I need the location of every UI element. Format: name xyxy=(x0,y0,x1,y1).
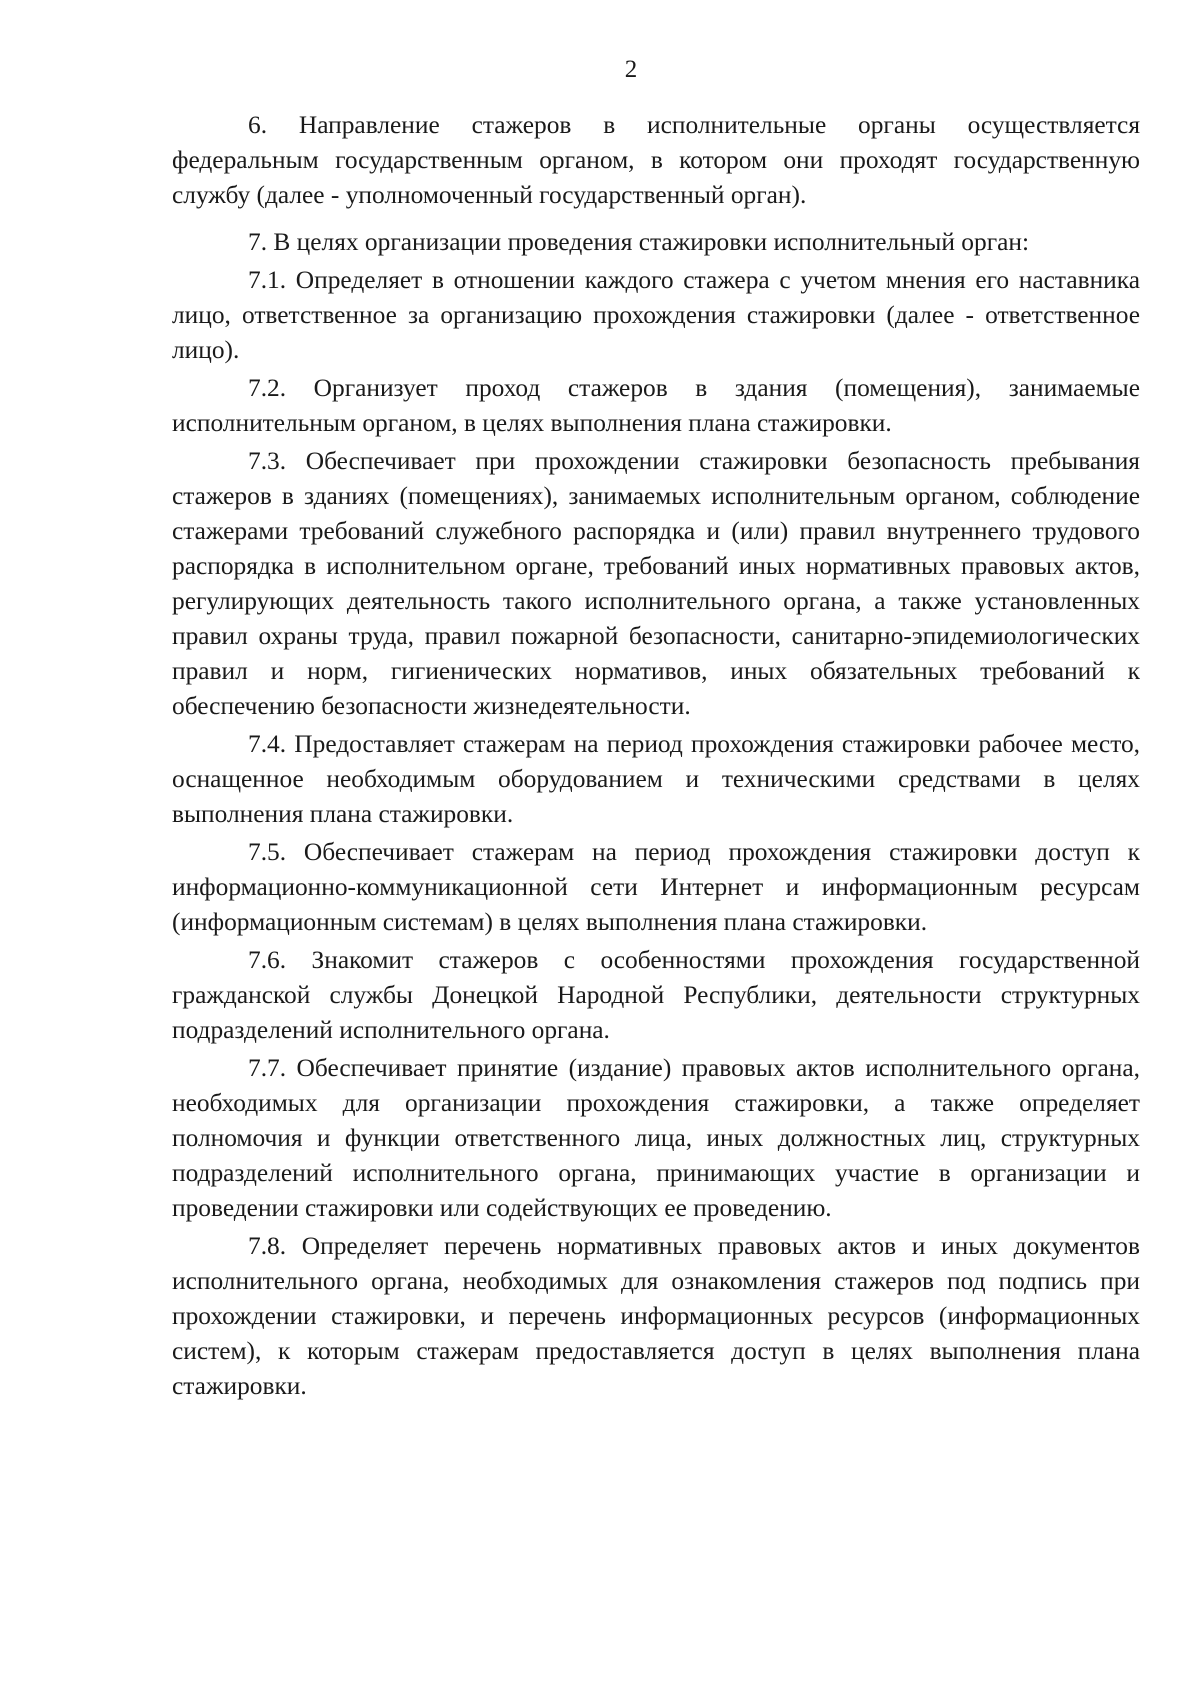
paragraph-7-6: 7.6. Знакомит стажеров с особенностями прохождения государственной гражданской службы Донецкой Народной Республики, деятельности структурных подразделений исполнительного органа. xyxy=(172,946,1140,1044)
paragraph-7: 7. В целях организации проведения стажировки исполнительный орган: xyxy=(248,228,1030,256)
paragraph-7-8: 7.8. Определяет перечень нормативных правовых актов и иных документов исполнительного органа, необходимых для ознакомления стажеров под подпись при прохождении стажировки, и перечень информационных ресурсов (информационных систем), к которым стажерам предоставляется доступ в целях выполнения плана стажировки. xyxy=(172,1232,1140,1400)
paragraph-7-4: 7.4. Предоставляет стажерам на период прохождения стажировки рабочее место, оснащенное необходимым оборудованием и техническими средствами в целях выполнения плана стажировки. xyxy=(172,730,1140,828)
paragraph-7-2: 7.2. Организует проход стажеров в здания (помещения), занимаемые исполнительным органом, в целях выполнения плана стажировки. xyxy=(172,374,1140,437)
paragraph-7-7: 7.7. Обеспечивает принятие (издание) правовых актов исполнительного органа, необходимых для организации прохождения стажировки, а также определяет полномочия и функции ответственного лица, иных должностных лиц, структурных подразделений исполнительного органа, принимающих участие в организации и проведении стажировки или содействующих ее проведению. xyxy=(172,1054,1140,1222)
paragraph-6: 6. Направление стажеров в исполнительные органы осуществляется федеральным государственным органом, в котором они проходят государственную службу (далее - уполномоченный государственный орган). xyxy=(172,111,1140,209)
paragraph-7-1: 7.1. Определяет в отношении каждого стажера с учетом мнения его наставника лицо, ответственное за организацию прохождения стажировки (далее - ответственное лицо). xyxy=(172,266,1140,364)
page-number: 2 xyxy=(624,56,638,83)
paragraph-7-3: 7.3. Обеспечивает при прохождении стажировки безопасность пребывания стажеров в зданиях (помещениях), занимаемых исполнительным органом, соблюдение стажерами требований служебного распорядка и (или) правил внутреннего трудового распорядка в исполнительном органе, требований иных нормативных правовых актов, регулирующих деятельность такого исполнительного органа, а также установленных правил охраны труда, правил пожарной безопасности, санитарно-эпидемиологических правил и норм, гигиенических нормативов, иных обязательных требований к обеспечению безопасности жизнедеятельности. xyxy=(172,447,1140,720)
paragraph-7-5: 7.5. Обеспечивает стажерам на период прохождения стажировки доступ к информационно-коммуникационной сети Интернет и информационным ресурсам (информационным системам) в целях выполнения плана стажировки. xyxy=(172,838,1140,936)
document-body xyxy=(172,108,1140,1404)
